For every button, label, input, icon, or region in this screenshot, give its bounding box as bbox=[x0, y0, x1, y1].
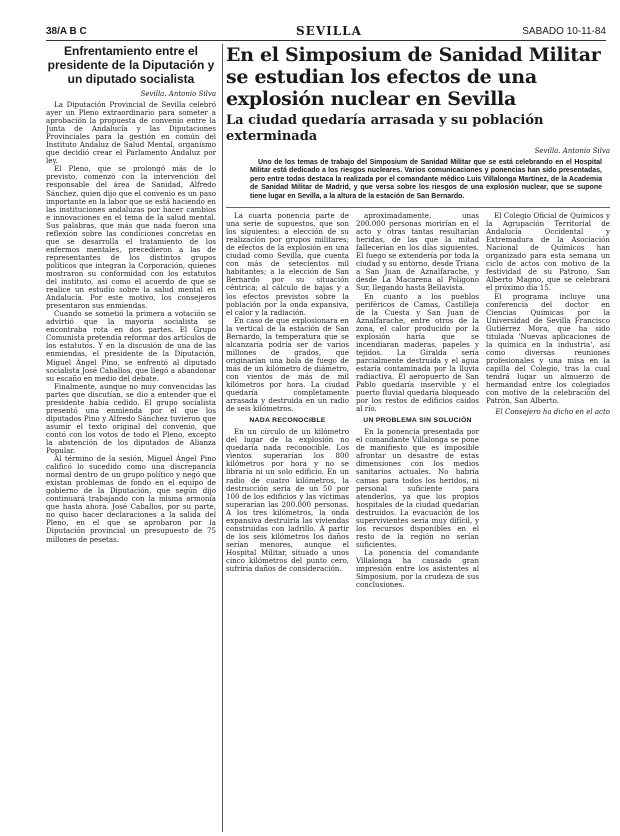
column-signature: El Consejero ha dicho en el acto bbox=[495, 408, 610, 417]
paragraph: En cuanto a los pueblos periféricos de Camas, Castilleja de la Cuesta y San Juan de Aznalfarache, entre otros de la zona, el calor producido por la explosión haría que se incendiaran maderas, papeles y tejidos. La Giralda sería parcialmente destruida y el agua estaría contaminada por la lluvia radiactiva. El aeropuerto de San Pablo quedaría inservible y el puerto fluvial quedaría bloqueado por los restos de edificios caídos al río. bbox=[356, 291, 479, 414]
column-subtitle: NADA RECONOCIBLE bbox=[249, 417, 326, 425]
left-article-body bbox=[46, 101, 216, 544]
paragraph: En un círculo de un kilómetro del lugar de la explosión no quedaría nada reconocible. Los vientos superarían los 800 kilómetros por hora y no se libraría ni un solo edificio. En un radio de cuatro kilómetros, la destrucción sería de un 50 por 100 de los edificios y las víctimas superarían las 200.000 personas. A los tres kilómetros, la onda expansiva destruiría las viviendas construidas con ladrillo. A partir de los seis kilómetros los daños serían menores, aunque el Hospital Militar, situado a unos cinco kilómetros del punto cero, sufriría daños de consideración. bbox=[226, 427, 349, 574]
section-name: SEVILLA bbox=[296, 24, 362, 38]
page-number: 38/A B C bbox=[46, 26, 87, 37]
paragraph: Finalmente, aunque no muy convencidas las partes que discutían, se dio a entender que el presidente había cedido. El grupo socialista presentó una enmienda por el que los diputados Pino y Alfredo Sánchez tuvieron que asumir el texto original del convenio, que contó con los votos de todo el Pleno, excepto la abstención de los diputados de Alianza Popular. bbox=[46, 381, 216, 456]
paragraph: En la ponencia presentada por el comandante Villalonga se pone de manifiesto que es imposible afrontar un desastre de estas dimensiones con los medios sanitarios actuales. No habría camas para todos los heridos, ni personal suficiente para atenderlos, ya que los propios hospitales de la ciudad quedarían destruidos. La evacuación de los supervivientes sería muy difícil, y los recursos disponibles en el resto de la región no serían suficientes. bbox=[356, 427, 479, 549]
paragraph: La ponencia del comandante Villalonga ha causado gran impresión entre los asistentes al Simposium, por la crudeza de sus conclusiones. bbox=[356, 547, 479, 590]
right-article-headline: En el Simposium de Sanidad Militar se estudian los efectos de una explosión nuclear en Sevilla bbox=[226, 44, 601, 110]
paragraph: aproximadamente, unas 200.000 personas morirían en el acto y otras tantas resultarían heridas, de las que la mitad fallecerían en los días siguientes. El fuego se extendería por toda la ciudad y su entorno, desde Triana a San Juan de Aznalfarache, y desde La Macarena al Polígono Sur, llegando hasta Bellavista. bbox=[356, 211, 479, 293]
divider bbox=[226, 207, 610, 208]
left-article-headline: Enfrentamiento entre el presidente de la Diputación y un diputado socialista bbox=[47, 44, 215, 86]
paragraph: Al término de la sesión, Miguel Ángel Pino calificó lo sucedido como una discrepancia normal dentro de un grupo político y negó que existan problemas de fondo en el equipo de gobierno de la Diputación, que según dijo continuará trabajando con la misma armonía que hasta ahora. José Caballos, por su parte, no quiso hacer declaraciones a la salida del Pleno, en el que se aprobaron por la Diputación provincial un presupuesto de 75 millones de pesetas. bbox=[46, 454, 216, 544]
left-article bbox=[46, 44, 223, 832]
column-2 bbox=[356, 212, 479, 589]
paragraph: La Diputación Provincial de Sevilla celebró ayer un Pleno extraordinario para someter a aprobación la propuesta de convenio entre la Junta de Andalucía y las Diputaciones Provinciales para la gestión en común del Instituto Andaluz de Salud Mental, organismo que decidió crear el Parlamento Andaluz por ley. bbox=[46, 100, 216, 166]
paragraph: El Colegio Oficial de Químicos y la Agrupación Territorial de Andalucía Occidental y Extremadura de la Asociación Nacional de Químicos han organizado para esta semana un ciclo de actos con motivo de la festividad de su Patrono, San Alberto Magno, que se celebrará el próximo día 15. bbox=[486, 211, 610, 293]
right-article-subheadline: La ciudad quedaría arrasada y su población exterminada bbox=[226, 113, 544, 144]
right-article bbox=[226, 44, 610, 832]
paragraph: En caso de que explosionara en la vertical de la estación de San Bernardo, la temperatura que se alcanzaría podría ser de varios millones de grados, que originarían una bola de fuego de más de un kilómetro de diámetro, con vientos de más de mil kilómetros por hora. La ciudad quedaría completamente arrasada y destruida en un radio de seis kilómetros. bbox=[226, 315, 349, 414]
right-article-byline: Sevilla. Antonio Silva bbox=[534, 147, 610, 155]
column-subtitle: UN PROBLEMA SIN SOLUCIÓN bbox=[363, 417, 472, 425]
paragraph: La cuarta ponencia parte de una serie de supuestos, que son los siguientes: a elección de su realización por grupos militares; de efectos de la explosión en una ciudad como Sevilla, que cuenta con más de setecientos mil habitantes; a la elección de San Bernardo por su situación céntrica; al cálculo de bajas y a los efectos previstos sobre la población por la onda expansiva, el calor y la radiación. bbox=[226, 211, 349, 317]
column-3 bbox=[486, 212, 610, 419]
right-article-lead: Uno de los temas de trabajo del Simposium de Sanidad Militar que se está celebrando en el Hospital Militar está dedicado a los riesgos nucleares. Varios comunicaciones y ponencias han sido presentadas, pero entre todas destaca la realizada por el comandante médico Luis Villalonga Martínez, de la Academia de Sanidad Militar de Madrid, y que versa sobre los riesgos de una explosión nuclear, que se supone tiene lugar en Sevilla, a la altura de la estación de San Bernardo. bbox=[250, 159, 602, 200]
running-head bbox=[46, 24, 606, 41]
column-1 bbox=[226, 212, 349, 573]
paragraph: El Pleno, que se prolongó más de lo previsto, comenzó con la intervención del responsable del área de Sanidad, Alfredo Sánchez, quien dijo que el convenio es un paso importante en la labor que se está haciendo en las instituciones andaluzas por hacer cambios e innovaciones en el tema de la salud mental. Sus palabras, que más que nada fueron una reflexión sobre las condiciones concretas en que se desarrolla el tratamiento de los enfermos mentales, precedieron a las de representantes de los distintos grupos políticos que integran la Corporación, quienes mostraron su conformidad con los estatutos del instituto, así como el acuerdo de que se realice un estudio sobre la salud mental en Andalucía. Por este motivo, los consejeros presentaron sus enmiendas. bbox=[46, 164, 216, 311]
left-article-byline: Sevilla. Antonio Silva bbox=[140, 90, 216, 98]
issue-date: SABADO 10-11-84 bbox=[522, 26, 606, 37]
paragraph: El programa incluye una conferencia del doctor en Ciencias Químicas por la Universidad de Sevilla Francisco Gutiérrez Mora, que ha sido titulada 'Nuevas aplicaciones de la química en la industria', así como diversas reuniones profesionales y una misa en la capilla del Colegio, tras la cual tendrá lugar un almuerzo de hermandad entre los colegiados con motivo de la celebración del Patrón, San Alberto. bbox=[486, 291, 610, 406]
paragraph: Cuando se sometió la primera a votación se advirtió que la mayoría socialista se encontraba rota en dos partes. El Grupo Comunista pretendía reformar dos artículos de los estatutos. Y en la discusión de una de las enmiendas, el presidente de la Diputación, Miguel Ángel Pino, se enfrentó al diputado socialista José Caballos, que llegó a abandonar su escaño en medio del debate. bbox=[46, 309, 216, 383]
